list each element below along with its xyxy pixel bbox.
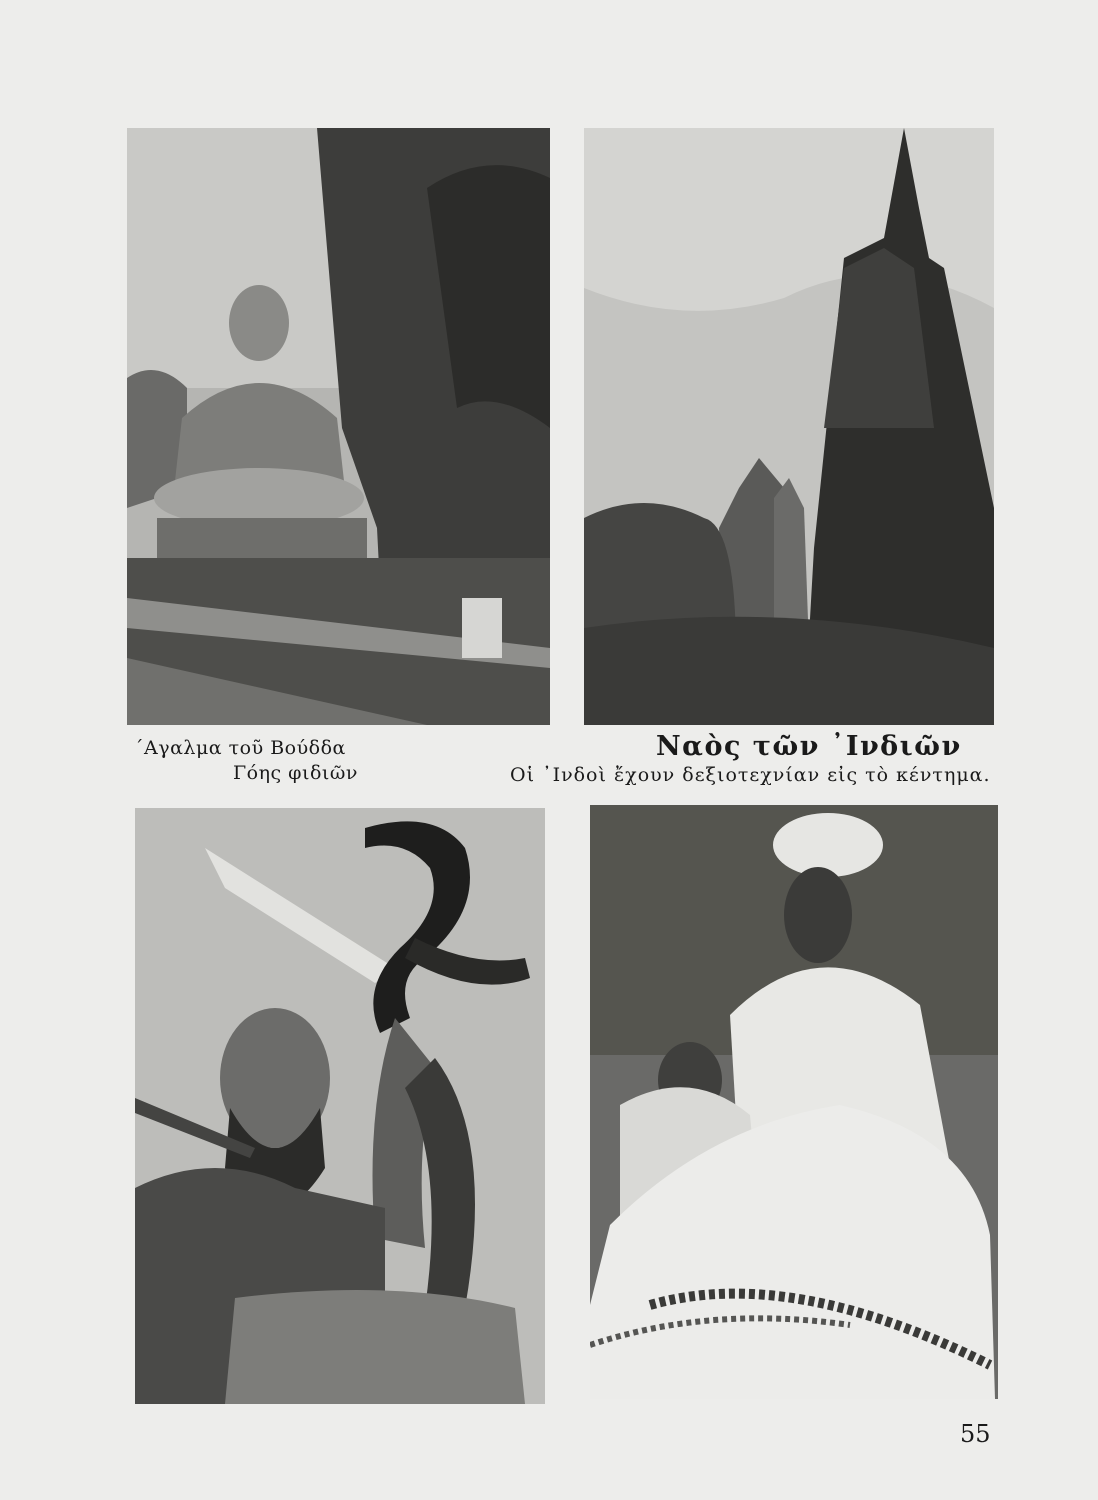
temple-photo-icon xyxy=(584,128,994,725)
caption-buddha-statue: ΄Αγαλμα τοῦ Βούδδα xyxy=(134,737,346,759)
photo-embroidery xyxy=(590,805,998,1399)
embroidery-photo-icon xyxy=(590,805,998,1399)
photo-buddha-statue xyxy=(127,128,550,725)
caption-snake-charmer: Γόης φιδιῶν xyxy=(233,762,358,784)
page-number: 55 xyxy=(960,1420,991,1448)
photo-snake-charmer xyxy=(135,808,545,1404)
caption-temple: Ναὸς τῶν ᾿Ινδιῶν xyxy=(656,731,962,762)
buddha-statue-photo-icon xyxy=(127,128,550,725)
caption-embroidery: Οἱ ᾿Ινδοὶ ἔχουν δεξιοτεχνίαν εἰς τὸ κέντημα. xyxy=(510,764,991,786)
snake-charmer-photo-icon xyxy=(135,808,545,1404)
photo-temple xyxy=(584,128,994,725)
